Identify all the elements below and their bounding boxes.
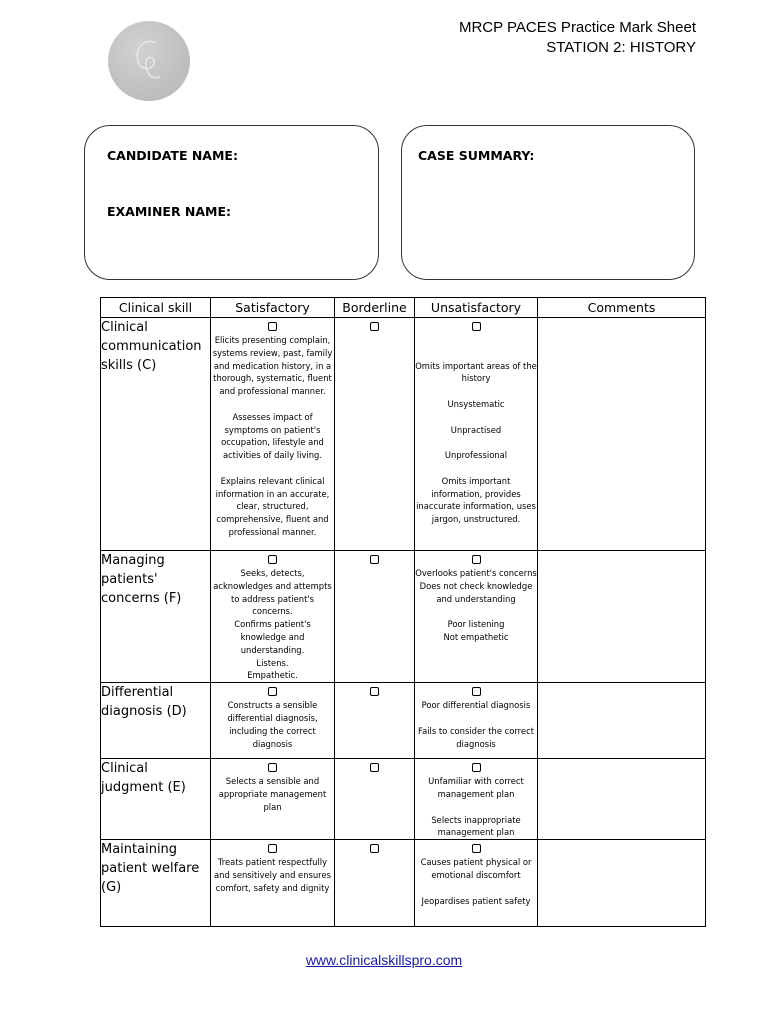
skill-cell: Differential diagnosis (D) (101, 683, 211, 759)
candidate-box (84, 125, 379, 280)
satisfactory-checkbox[interactable] (268, 555, 277, 564)
comments-cell[interactable] (538, 551, 706, 683)
unsatisfactory-cell (415, 683, 538, 759)
borderline-checkbox[interactable] (370, 844, 379, 853)
criteria-text: Unfamiliar with correct management plan Selects inappropriate management plan (428, 776, 524, 838)
satisfactory-cell (211, 840, 335, 927)
criteria-text: Overlooks patient's concerns Does not check knowledge and understanding Poor listening Not empathetic (415, 568, 537, 642)
borderline-checkbox[interactable] (370, 687, 379, 696)
cursive-letter-logo-icon (108, 21, 190, 101)
header-comments: Comments (538, 298, 706, 318)
borderline-cell (335, 840, 415, 927)
criteria-text: Elicits presenting complain, systems review, past, family and medication history, in a thorough, systematic, fluent and professional manner. Assesses impact of symptoms on patient's occupation, lifestyle and activities of daily living. Explains relevant clinical information in an accurate, clear, structured, comprehensive, fluent and professional manner. (212, 335, 333, 537)
title-line-2: STATION 2: HISTORY (546, 39, 696, 56)
borderline-checkbox[interactable] (370, 763, 379, 772)
criteria-text: Constructs a sensible differential diagnosis, including the correct diagnosis (227, 700, 318, 749)
satisfactory-checkbox[interactable] (268, 844, 277, 853)
satisfactory-checkbox[interactable] (268, 763, 277, 772)
unsatisfactory-cell (415, 840, 538, 927)
website-link[interactable]: www.clinicalskillspro.com (305, 952, 463, 968)
criteria-text: Seeks, detects, acknowledges and attempts to address patient's concerns. Confirms patient's knowledge and understanding. Listens. Empathetic. (213, 568, 332, 681)
header-satisfactory: Satisfactory (211, 298, 335, 318)
header-clinical-skill: Clinical skill (101, 298, 211, 318)
case-summary-label: CASE SUMMARY: (418, 148, 535, 163)
satisfactory-checkbox[interactable] (268, 322, 277, 331)
unsatisfactory-checkbox[interactable] (472, 763, 481, 772)
criteria-text: Omits important areas of the history Unsystematic Unpractised Unprofessional Omits important information, provides inaccurate information, uses jargon, unstructured. (415, 360, 537, 525)
unsatisfactory-checkbox[interactable] (472, 844, 481, 853)
criteria-text: Treats patient respectfully and sensitively and ensures comfort, safety and dignity (214, 857, 331, 893)
borderline-checkbox[interactable] (370, 322, 379, 331)
table-header-row (101, 298, 706, 318)
satisfactory-cell (211, 318, 335, 551)
unsatisfactory-cell (415, 318, 538, 551)
satisfactory-cell (211, 551, 335, 683)
comments-cell[interactable] (538, 683, 706, 759)
borderline-cell (335, 683, 415, 759)
header-borderline: Borderline (335, 298, 415, 318)
comments-cell[interactable] (538, 840, 706, 927)
candidate-name-label: CANDIDATE NAME: (107, 148, 238, 163)
borderline-checkbox[interactable] (370, 555, 379, 564)
criteria-text: Selects a sensible and appropriate management plan (218, 776, 327, 812)
title-line-1: MRCP PACES Practice Mark Sheet (458, 19, 696, 36)
table-row (101, 551, 706, 683)
table-row (101, 683, 706, 759)
borderline-cell (335, 759, 415, 840)
comments-cell[interactable] (538, 759, 706, 840)
unsatisfactory-checkbox[interactable] (472, 322, 481, 331)
comments-cell[interactable] (538, 318, 706, 551)
mark-sheet-table (100, 297, 706, 927)
unsatisfactory-checkbox[interactable] (472, 555, 481, 564)
case-summary-box (401, 125, 695, 280)
satisfactory-checkbox[interactable] (268, 687, 277, 696)
criteria-text: Poor differential diagnosis Fails to consider the correct diagnosis (418, 700, 534, 749)
table-row (101, 318, 706, 551)
satisfactory-cell (211, 683, 335, 759)
table-row (101, 840, 706, 927)
unsatisfactory-cell (415, 759, 538, 840)
header-unsatisfactory: Unsatisfactory (415, 298, 538, 318)
skill-cell: Managing patients' concerns (F) (101, 551, 211, 683)
borderline-cell (335, 318, 415, 551)
borderline-cell (335, 551, 415, 683)
satisfactory-cell (211, 759, 335, 840)
unsatisfactory-checkbox[interactable] (472, 687, 481, 696)
footer (0, 952, 768, 968)
skill-cell: Clinical communication skills (C) (101, 318, 211, 551)
skill-cell: Maintaining patient welfare (G) (101, 840, 211, 927)
table-row (101, 759, 706, 840)
criteria-text: Causes patient physical or emotional discomfort Jeopardises patient safety (420, 857, 532, 906)
page-title (459, 18, 696, 58)
skill-cell: Clinical judgment (E) (101, 759, 211, 840)
unsatisfactory-cell (415, 551, 538, 683)
logo (108, 21, 190, 101)
examiner-name-label: EXAMINER NAME: (107, 204, 232, 219)
